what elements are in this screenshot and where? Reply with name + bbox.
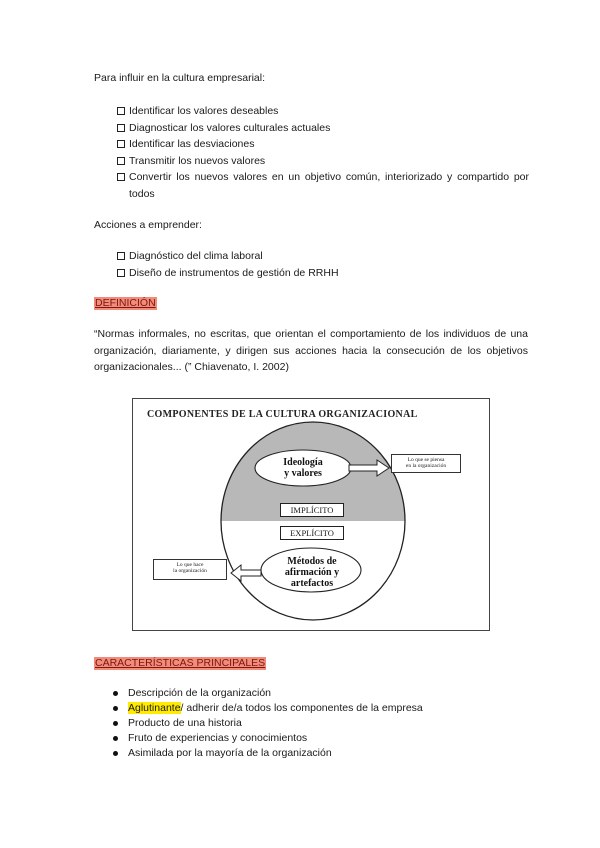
checkbox-icon (117, 157, 125, 165)
left-arrow-icon (231, 565, 261, 581)
characteristics-heading: CARACTERÍSTICAS PRINCIPALES (95, 657, 266, 669)
list-item: Aglutinante/ adherir de/a todos los componentes de la empresa (112, 701, 532, 716)
checkbox-icon (117, 140, 125, 148)
definition-quote: “Normas informales, no escritas, que orientan el comportamiento de los individuos de una organización, diariamente, y dirigen sus acciones hacia la consecución de los objetivos organizacionales... (” Chiavenato, I. 2002) (94, 328, 528, 373)
culture-components-figure (132, 398, 490, 631)
figure-title: COMPONENTES DE LA CULTURA ORGANIZACIONAL (147, 409, 418, 420)
list-item: Fruto de experiencias y conocimientos (112, 731, 532, 746)
list-item: Producto de una historia (112, 716, 532, 731)
list-item: Convertir los nuevos valores en un objetivo común, interiorizado y compartido por todos (117, 169, 529, 202)
bullet-icon (113, 721, 118, 726)
bullet-icon (113, 751, 118, 756)
checkbox-icon (117, 124, 125, 132)
ideology-label: Ideología y valores (283, 457, 323, 479)
bullet-icon (113, 691, 118, 696)
culture-intro: Para influir en la cultura empresarial: (94, 72, 265, 84)
culture-checklist (117, 103, 529, 202)
actions-intro: Acciones a emprender: (94, 219, 202, 231)
checkbox-icon (117, 252, 125, 260)
thinking-box: Lo que se piensa en la organización (391, 454, 461, 473)
list-item: Diseño de instrumentos de gestión de RRHH (117, 265, 529, 282)
highlighted-term: Aglutinante (128, 702, 181, 714)
list-item: Identificar las desviaciones (117, 136, 529, 153)
actions-checklist (117, 248, 529, 281)
checkbox-icon (117, 269, 125, 277)
checkbox-icon (117, 173, 125, 181)
list-item: Descripción de la organización (112, 686, 532, 701)
list-item: Diagnóstico del clima laboral (117, 248, 529, 265)
bullet-icon (113, 736, 118, 741)
explicit-tag: EXPLÍCITO (280, 526, 344, 540)
implicit-tag: IMPLÍCITO (280, 503, 344, 517)
definition-heading: DEFINICIÓN (95, 297, 156, 309)
bullet-icon (113, 706, 118, 711)
list-item: Asimilada por la mayoría de la organización (112, 746, 532, 761)
characteristics-list (112, 686, 532, 761)
doing-box: Lo que hace la organización (153, 559, 227, 580)
methods-label: Métodos de afirmación y artefactos (284, 556, 340, 589)
list-item: Diagnosticar los valores culturales actuales (117, 120, 529, 137)
list-item: Transmitir los nuevos valores (117, 153, 529, 170)
list-item: Identificar los valores deseables (117, 103, 529, 120)
checkbox-icon (117, 107, 125, 115)
